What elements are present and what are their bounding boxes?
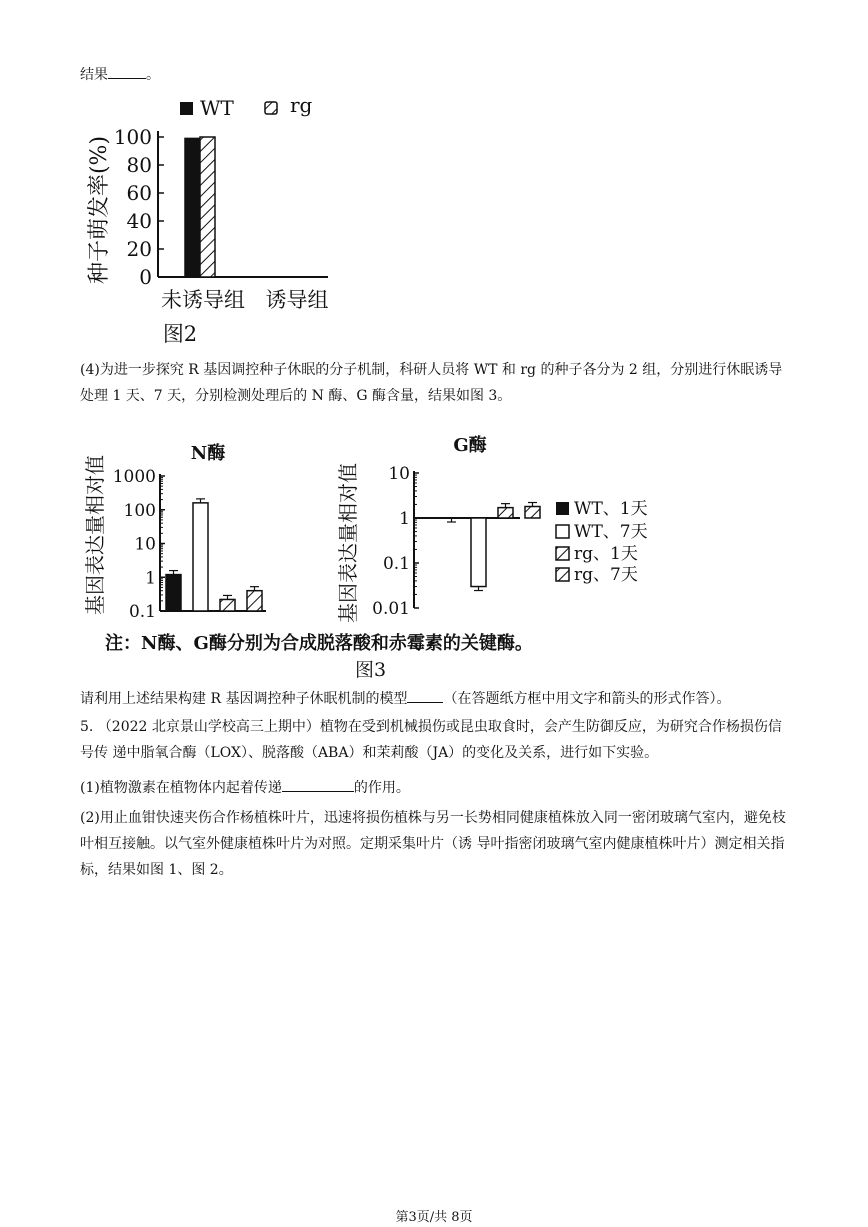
fig2-y-tick-label: 60 [126,181,152,205]
legend-swatch-rg [265,102,277,114]
fig3-n-bar-1 [193,503,208,611]
legend-label-rg-1d: rg、1天 [574,544,638,564]
legend-swatch-wt-1d [556,502,569,515]
fig3-g-bar-1 [471,518,486,587]
fig3-g-y-axis-label: 基因表达量相对值 [336,463,360,623]
model-question [80,688,730,709]
legend-swatch-wt [180,102,193,115]
figure-2-chart [80,90,360,352]
fig2-y-tick-label: 20 [126,237,152,261]
fig2-legend [180,93,313,120]
question-5-2: (2)用止血钳快速夹伤合作杨植株叶片，迅速将损伤植株与另一长势相同健康植株放入同一密闭玻璃气室内，避免枝叶相互接触。以气室外健康植株叶片为对照。定期采集叶片（诱 导叶指密闭玻璃气室内健康植株叶片）测定相关指标，结果如图 1、图 2。 [80,810,786,878]
q5-1-text: (1)植物激素在植物体内起着传递 [80,780,282,796]
model-question-text: 请利用上述结果构建 R 基因调控种子休眠机制的模型 [80,691,408,707]
fig2-y-tick-label: 100 [113,125,152,149]
legend-swatch-wt-7d [556,525,569,538]
intro-line [80,64,160,85]
fig3-g-bar-3 [525,507,540,518]
question-5-intro: 5. （2022 北京景山学校高三上期中）植物在受到机械损伤或昆虫取食时，会产生防御反应，为研究合作杨损伤信号传 递中脂氧合酶（LOX）、脱落酸（ABA）和茉莉酸（JA）的变化及关系，进行如下实验。 [80,719,782,761]
legend-label-wt-1d: WT、1天 [574,499,648,519]
fig3-g-y-tick-label: 0.01 [372,599,410,619]
legend-swatch-rg-7d [556,568,569,581]
question-5-1 [80,777,410,798]
fig3-g-bar-2 [498,508,513,518]
intro-suffix: 。 [146,67,160,83]
legend-label-rg: rg [290,93,313,117]
model-question-suffix: （在答题纸方框中用文字和箭头的形式作答）。 [443,691,731,707]
fig2-x-tick-label: 诱导组 [265,288,329,312]
q5-1-suffix: 的作用。 [353,780,410,796]
answer-blank [407,688,443,703]
fig3-n-y-tick-label: 0.1 [128,602,156,622]
fig3-n-bar-0 [166,575,181,611]
figure-2-caption [80,318,400,348]
fig3-n-y-tick-label: 1000 [112,467,156,487]
figure-3-caption: 图3 [355,659,387,681]
fig2-caption-text: 图2 [162,322,198,346]
legend-label-rg-7d: rg、7天 [574,565,638,585]
fig2-y-tick-label: 80 [126,153,152,177]
legend-label-wt-7d: WT、7天 [574,522,648,542]
panel-n-title: N酶 [190,443,226,464]
answer-blank [108,64,146,79]
fig3-n-bar-3 [247,591,262,611]
fig3-n-bar-2 [220,599,235,611]
fig2-bar-rg [200,137,215,277]
intro-text: 结果 [80,67,108,83]
fig3-n-y-tick-label: 10 [134,534,156,555]
answer-blank [282,777,354,792]
fig3-legend [556,499,648,585]
figure-3-chart [80,425,700,655]
legend-label-wt: WT [200,96,234,120]
fig3-g-y-tick-label: 0.1 [382,554,410,574]
figure-3-note: 注：N酶、G酶分别为合成脱落酸和赤霉素的关键酶。 [105,633,533,654]
fig2-y-tick-label: 40 [126,209,152,233]
fig3-n-y-tick-label: 100 [123,500,156,521]
fig3-n-y-axis-label: 基因表达量相对值 [83,455,107,615]
fig2-bar-wt [185,138,200,277]
fig3-g-y-tick-label: 10 [388,464,410,484]
fig2-y-axis-label: 种子萌发率(%) [87,135,112,285]
fig2-y-tick-label: 0 [139,265,152,289]
question-4-text: (4)为进一步探究 R 基因调控种子休眠的分子机制，科研人员将 WT 和 rg 的种子各分为 2 组，分别进行休眠诱导处理 1 天、7 天，分别检测处理后的 N 酶、G 酶含量，结果如图 3。 [80,362,783,404]
fig3-n-y-tick-label: 1 [145,568,156,589]
page-footer: 第3页/共 8页 [395,1210,473,1225]
panel-g-title: G酶 [453,435,487,456]
fig3-g-y-tick-label: 1 [399,509,410,529]
legend-swatch-rg-1d [556,547,569,560]
fig2-x-tick-label: 未诱导组 [161,288,245,312]
